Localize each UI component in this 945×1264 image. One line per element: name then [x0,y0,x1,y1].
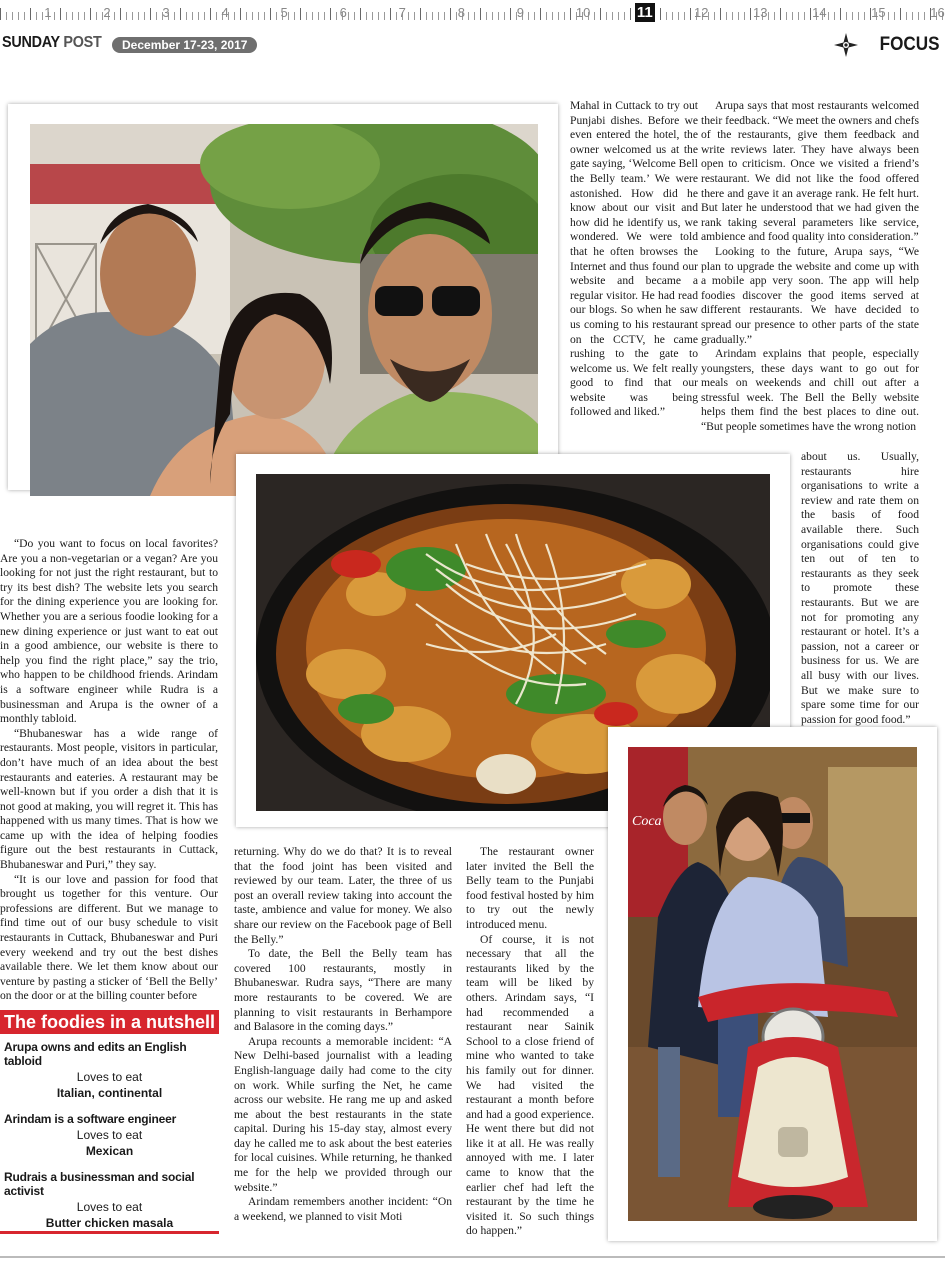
ruler-tick [672,12,673,20]
ruler-tick [330,8,331,20]
sidebar-bottom-rule [0,1231,219,1234]
ruler-tick [918,12,919,20]
ruler-tick [312,12,313,20]
ruler-tick [54,12,55,20]
ruler-tick [678,12,679,20]
ruler-tick [474,12,475,20]
ruler-tick [792,12,793,20]
foodie-favorite-food: Butter chicken masala [45,1216,174,1230]
ruler-tick [372,12,373,20]
ruler-tick [78,12,79,20]
ruler-tick [804,12,805,20]
article-paragraph: Of course, it is not necessary that all the restaurants liked by the team will be liked by others. Arindam says, “I had recommended a restaurant near Sainik School to a close friend of mine who wanted to take his family out for dinner. We had visited the restaurant a month before and had a good experience. He went there but did not like it at all. He was really annoyed with me. I later came to know that the earlier chef had left the restaurant by the time he visited it. So such things do happen.” [466,932,594,1238]
ruler-tick [846,12,847,20]
ruler-tick [192,12,193,20]
ruler-tick [444,12,445,20]
ruler-tick [492,12,493,20]
ruler-tick [174,12,175,20]
compass-star-icon [833,32,859,58]
ruler-tick [60,8,61,20]
article-paragraph: Arupa recounts a memorable incident: “A New Delhi-based journalist with a leading English-language daily had come to the city on work. While surfing the Net, he came across our website. He rang me up and asked me about the best restaurants in the state capital. During his 15-day stay, almost every day he called me to ask about the best eateries for local cuisines. While returning, he thanked me for the help we provided through our website.” [234,1034,452,1194]
ruler-tick [66,12,67,20]
article-column-middle [234,845,452,1224]
article-column-right [701,99,919,435]
foodie-loves-label: Loves to eat [76,1128,143,1142]
ruler-tick [768,12,769,20]
foodie-description: Arindam is a software engineer [4,1112,177,1126]
ruler-tick [258,12,259,20]
ruler-tick [924,12,925,20]
ruler-tick [24,12,25,20]
ruler-number: 12 [693,5,709,20]
ruler-number: 3 [162,5,170,20]
ruler-tick [318,12,319,20]
trio-selfie-photo [30,124,538,496]
ruler-tick [600,8,601,20]
section-title: SUNDAY POST [2,34,102,51]
ruler-tick [378,12,379,20]
ruler-tick [798,12,799,20]
ruler-tick [0,8,1,20]
ruler-number: 1 [44,5,52,20]
ruler-tick [852,12,853,20]
article-paragraph: “Bhubaneswar has a wide range of restaurants. Most people, visitors in particular, don’t have much of an idea about the best restaurants and eateries. A restaurant may be well-known but if you order a dish that it is not good at making, you will regret it. This has happened with us many times. That is how we came up with the idea of helping foodies figure out the best restaurants in Cuttack, Bhubaneswar and Puri,” they say. [0,726,218,872]
ruler-tick [18,12,19,20]
ruler-number: 6 [339,5,347,20]
foodie-entry [0,1040,219,1100]
ruler-tick [780,8,781,20]
ruler-tick [336,12,337,20]
page-ruler [0,0,945,30]
ruler-tick [246,12,247,20]
ruler-tick [36,12,37,20]
ruler-tick [744,12,745,20]
ruler-tick [408,12,409,20]
photo-frame-scooter [608,727,937,1241]
ruler-tick [888,12,889,20]
ruler-tick [564,12,565,20]
ruler-number: 7 [398,5,406,20]
ruler-tick [774,12,775,20]
article-paragraph: about us. Usually, restaurants hire organisations to write a review and rate them on the basis of food available there. Such organisations could give ten out of ten to restaurants as they seek to promote these restaurants. But we are not for promoting any restaurant or hotel. It’s a passion, not a career or business for us. We are all busy with our lives. But we make sure to spare some time for our passion for good food.” [801,450,919,726]
ruler-tick [390,8,391,20]
ruler-tick [138,12,139,20]
ruler-tick [480,8,481,20]
ruler-tick [186,12,187,20]
article-paragraph: To date, the Bell the Belly team has covered 100 restaurants, mostly in Bhubaneswar. Rudra says, “There are many more restaurants to be covered. We are planning to visit restaurants in Berhampore and Balasore in the coming days.” [234,947,452,1034]
ruler-tick [252,12,253,20]
article-paragraph: Arindam remembers another incident: “On a weekend, we planned to visit Moti [234,1195,452,1223]
ruler-tick [348,12,349,20]
ruler-number: 5 [280,5,288,20]
ruler-number: 13 [753,5,768,20]
ruler-tick [426,12,427,20]
ruler-tick [90,8,91,20]
ruler-tick [120,8,121,20]
ruler-tick [684,12,685,20]
ruler-tick [624,12,625,20]
ruler-tick [42,12,43,20]
foodie-entry [0,1112,219,1158]
ruler-tick [828,12,829,20]
ruler-tick [498,12,499,20]
ruler-tick [450,8,451,20]
ruler-tick [618,12,619,20]
ruler-tick [726,12,727,20]
ruler-tick [180,8,181,20]
svg-text:Coca: Coca [632,814,662,829]
ruler-tick [810,8,811,20]
ruler-tick [114,12,115,20]
foodie-description: Rudrais a businessman and social activist [4,1170,195,1198]
ruler-tick [198,12,199,20]
scooter-photo [628,747,917,1221]
trio-selfie-image [30,124,538,496]
article-column-third-bottom [466,845,594,1239]
foodie-favorite-food: Italian, continental [56,1086,163,1100]
ruler-tick [570,8,571,20]
ruler-tick [126,12,127,20]
ruler-tick [486,12,487,20]
ruler-tick [858,12,859,20]
ruler-number: 2 [103,5,111,20]
page-header [0,34,945,58]
ruler-tick [720,8,721,20]
ruler-number: 10 [575,5,591,20]
ruler-tick [384,12,385,20]
ruler-tick [738,12,739,20]
article-paragraph: returning. Why do we do that? It is to reveal that the food joint has been visited and reviewed by our team. Later, the three of us post an overall review taking into account the taste, ambience and value for money. We also share our review on the Facebook page of Bell the Belly.” [234,845,452,946]
ruler-tick [6,12,7,20]
foodie-loves-label: Loves to eat [76,1200,143,1214]
foodie-description: Arupa owns and edits an English tabloid [4,1040,187,1068]
ruler-number: 15 [871,5,886,20]
ruler-number: 8 [457,5,465,20]
ruler-tick [366,12,367,20]
ruler-tick [558,12,559,20]
article-column-left [0,537,218,1004]
ruler-tick [144,12,145,20]
ruler-tick [360,8,361,20]
ruler-tick [540,8,541,20]
ruler-tick [240,8,241,20]
ruler-tick [546,12,547,20]
ruler-tick [414,12,415,20]
ruler-tick [900,8,901,20]
ruler-tick [96,12,97,20]
ruler-tick [270,8,271,20]
ruler-number: 9 [516,5,525,20]
ruler-tick [714,12,715,20]
ruler-number: 16 [930,5,945,20]
ruler-number: 4 [221,5,229,20]
foodie-entry [0,1170,219,1230]
ruler-tick [894,12,895,20]
ruler-tick [294,12,295,20]
ruler-tick [276,12,277,20]
ruler-tick [30,8,31,20]
ruler-tick [264,12,265,20]
ruler-tick [432,12,433,20]
ruler-tick [864,12,865,20]
ruler-tick [612,12,613,20]
ruler-tick [594,12,595,20]
ruler-tick [666,12,667,20]
ruler-tick [354,12,355,20]
ruler-tick [606,12,607,20]
ruler-tick [324,12,325,20]
issue-date-badge: December 17-23, 2017 [112,37,257,53]
ruler-tick [306,12,307,20]
ruler-tick [840,8,841,20]
ruler-number: 14 [812,5,827,20]
ruler-tick [216,12,217,20]
ruler-tick [786,12,787,20]
ruler-tick [288,12,289,20]
ruler-tick [396,12,397,20]
ruler-tick [732,12,733,20]
article-column-third-top [570,99,698,420]
ruler-tick [630,8,631,20]
ruler-tick [834,12,835,20]
ruler-tick [300,8,301,20]
ruler-tick [72,12,73,20]
foodie-favorite-food: Mexican [85,1144,134,1158]
article-paragraph: Arindam explains that people, especially youngsters, these days want to go out for meals on weekends and chill out after a stressful week. The Bell the Belly website helps them find the best places to dine out. “But people sometimes have the wrong notion [701,347,919,434]
ruler-tick [552,12,553,20]
article-paragraph: Arupa says that most restaurants welcomed their feedback. “We meet the owners and chefs of the restaurants, give them feedback and write reviews later. They have always been open to criticism. Once we visited a friend’s restaurant. We did not like the food offered there and gave it an average rank. He felt hurt. But later he understood that we had given the rank taking several parameters like service, ambience and food quality into consideration.” [701,99,919,244]
ruler-tick [528,12,529,20]
ruler-tick [660,8,661,20]
scooter-image [628,747,917,1221]
ruler-tick [234,12,235,20]
ruler-tick [912,12,913,20]
ruler-tick [906,12,907,20]
article-paragraph: Mahal in Cuttack to try out Punjabi dishes. Before we even entered the hotel, the owner welcomed us at the gate saying, ‘Welcome Bell the Belly team.’ We were astonished. How did he know about our visit and how did he identify us, we wondered. We were told that he often browses the Internet and thus found our website and became a regular visitor. He had read our blogs. So when he saw us coming to his restaurant on the CCTV, he came rushing to the gate to welcome us. We felt really good to find that our website was being followed and liked.” [570,99,698,419]
ruler-tick [210,8,211,20]
ruler-tick [504,12,505,20]
foodies-sidebar [0,1040,219,1242]
ruler-tick [420,8,421,20]
ruler-tick [12,12,13,20]
ruler-tick [150,8,151,20]
ruler-tick [438,12,439,20]
sidebar-title: The foodies in a nutshell [0,1010,219,1034]
ruler-tick [690,8,691,20]
foodie-loves-label: Loves to eat [76,1070,143,1084]
page-bottom-rule [0,1256,945,1258]
ruler-tick [750,8,751,20]
article-paragraph: Looking to the future, Arupa says, “We plan to upgrade the website and come up with a mobile app very soon. The app will help foodies discover the good items served at different restaurants. We have decided to spread our presence to other parts of the state gradually.” [701,244,919,346]
article-paragraph: “Do you want to focus on local favorites? Are you a non-vegetarian or a vegan? Are you looking for not just the right restaurant, but to try its best dish? The website lets you search for the dining experience you are looking for. Whether you are a serious foodie looking for a new dining experience or just want to eat out in a good ambience, our website is there to help you find the right place,” say the trio, who happen to be childhood friends. Arindam is a software engineer while Rudra is a businessman and Arupa is the owner of a monthly tabloid. [0,537,218,726]
ruler-tick [204,12,205,20]
ruler-tick [534,12,535,20]
section-focus-label: FOCUS [879,34,939,55]
ruler-tick [132,12,133,20]
ruler-tick [510,8,511,20]
article-paragraph: “It is our love and passion for food that brought us together for this venture. Our professions are different. But we manage to find time out of our busy schedule to visit restaurants in Cuttack, Bhubaneswar and Puri every weekend and try out the best dishes available there. We let them know about our venture by pasting a sticker of ‘Bell the Belly’ on the door or at the billing counter before [0,872,218,1003]
article-column-right-narrow [801,450,919,727]
ruler-tick [84,12,85,20]
photo-frame-trio [8,104,558,490]
ruler-number: 11 [636,4,653,21]
ruler-tick [156,12,157,20]
ruler-tick [468,12,469,20]
article-paragraph: The restaurant owner later invited the Bell the Belly team to the Punjabi food festival hosted by him to try out the newly introduced menu. [466,845,594,931]
